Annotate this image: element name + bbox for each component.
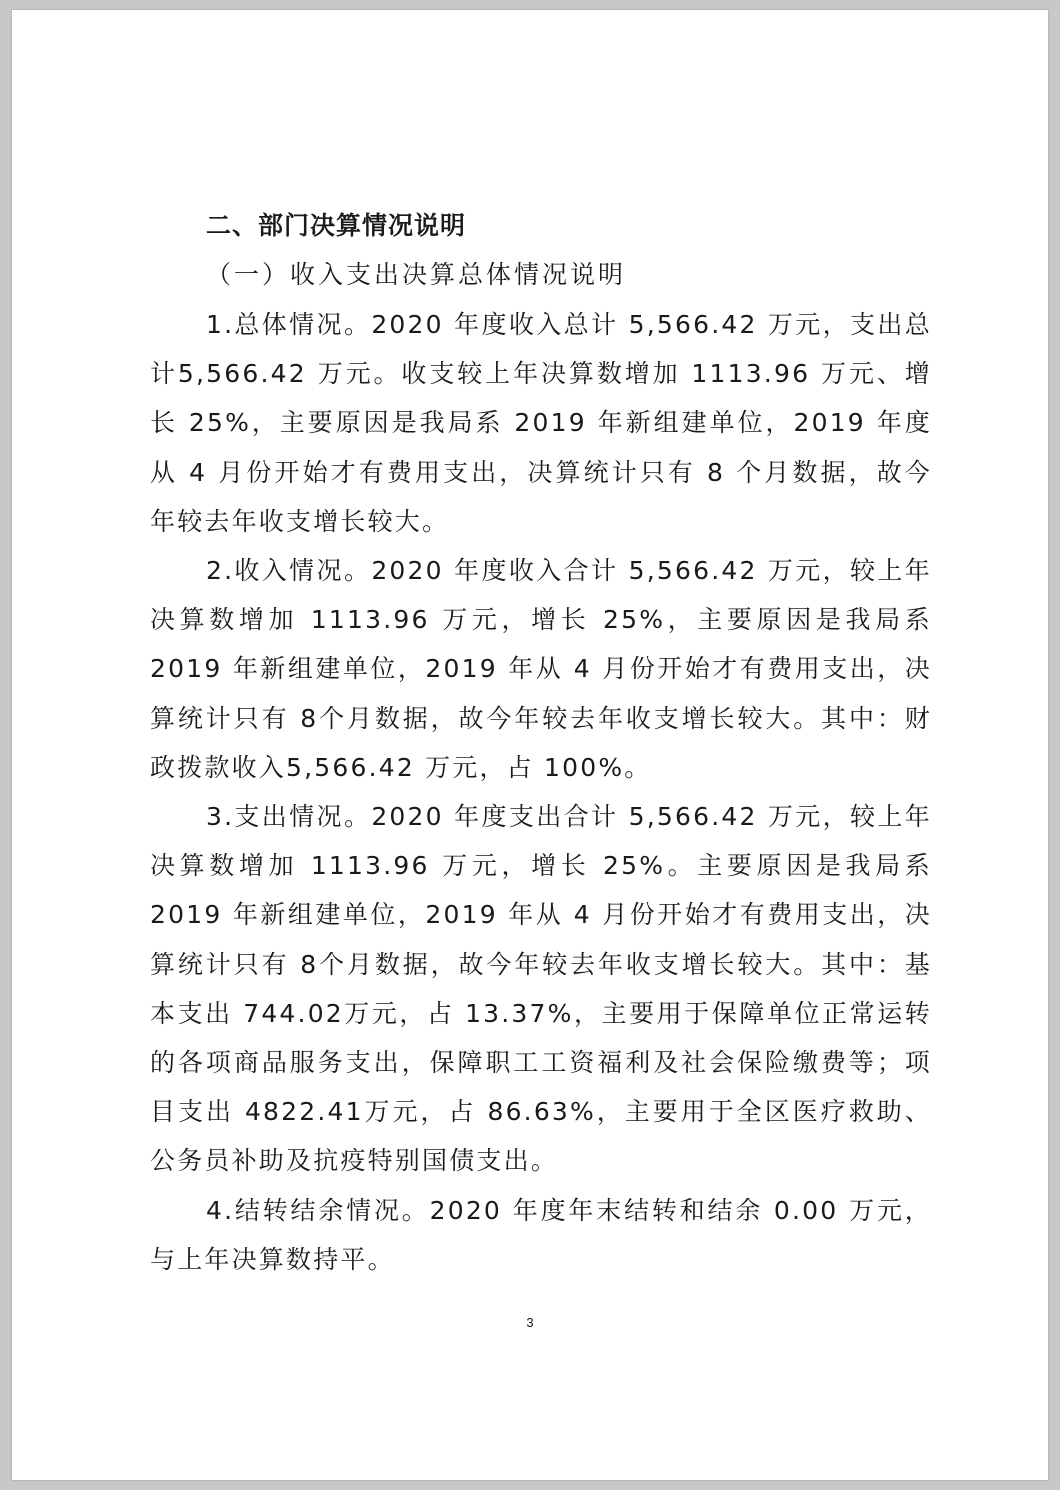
document-body (150, 202, 932, 1284)
paragraph-income: 2.收入情况。2020 年度收入合计 5,566.42 万元，较上年决算数增加 1113.96 万元，增长 25%，主要原因是我局系 2019 年新组建单位，2019 年从 4 月份开始才有费用支出，决算统计只有 8个月数据，故今年较去年收支增长较大。其中：财政拨款收入5,566.42 万元，占 100%。 (150, 556, 932, 782)
subsection-title: （一）收入支出决算总体情况说明 (206, 260, 627, 289)
section-title: 二、部门决算情况说明 (206, 211, 467, 240)
paragraph-expenditure: 3.支出情况。2020 年度支出合计 5,566.42 万元，较上年决算数增加 1113.96 万元，增长 25%。主要原因是我局系 2019 年新组建单位，2019 年从 4 月份开始才有费用支出，决算统计只有 8个月数据，故今年较去年收支增长较大。其中：基本支出 744.02万元，占 13.37%，主要用于保障单位正常运转的各项商品服务支出，保障职工工资福利及社会保险缴费等；项目支出 4822.41万元，占 86.63%，主要用于全区医疗救助、公务员补助及抗疫特别国债支出。 (150, 802, 932, 1176)
page-number: 3 (526, 1315, 534, 1330)
paragraph-carryover: 4.结转结余情况。2020 年度年末结转和结余 0.00 万元，与上年决算数持平。 (150, 1195, 932, 1274)
paragraph-overall: 1.总体情况。2020 年度收入总计 5,566.42 万元，支出总计5,566.42 万元。收支较上年决算数增加 1113.96 万元、增长 25%，主要原因是我局系 2019 年新组建单位，2019 年度从 4 月份开始才有费用支出，决算统计只有 8 个月数据，故今年较去年收支增长较大。 (150, 310, 932, 536)
document-page (12, 10, 1048, 1480)
